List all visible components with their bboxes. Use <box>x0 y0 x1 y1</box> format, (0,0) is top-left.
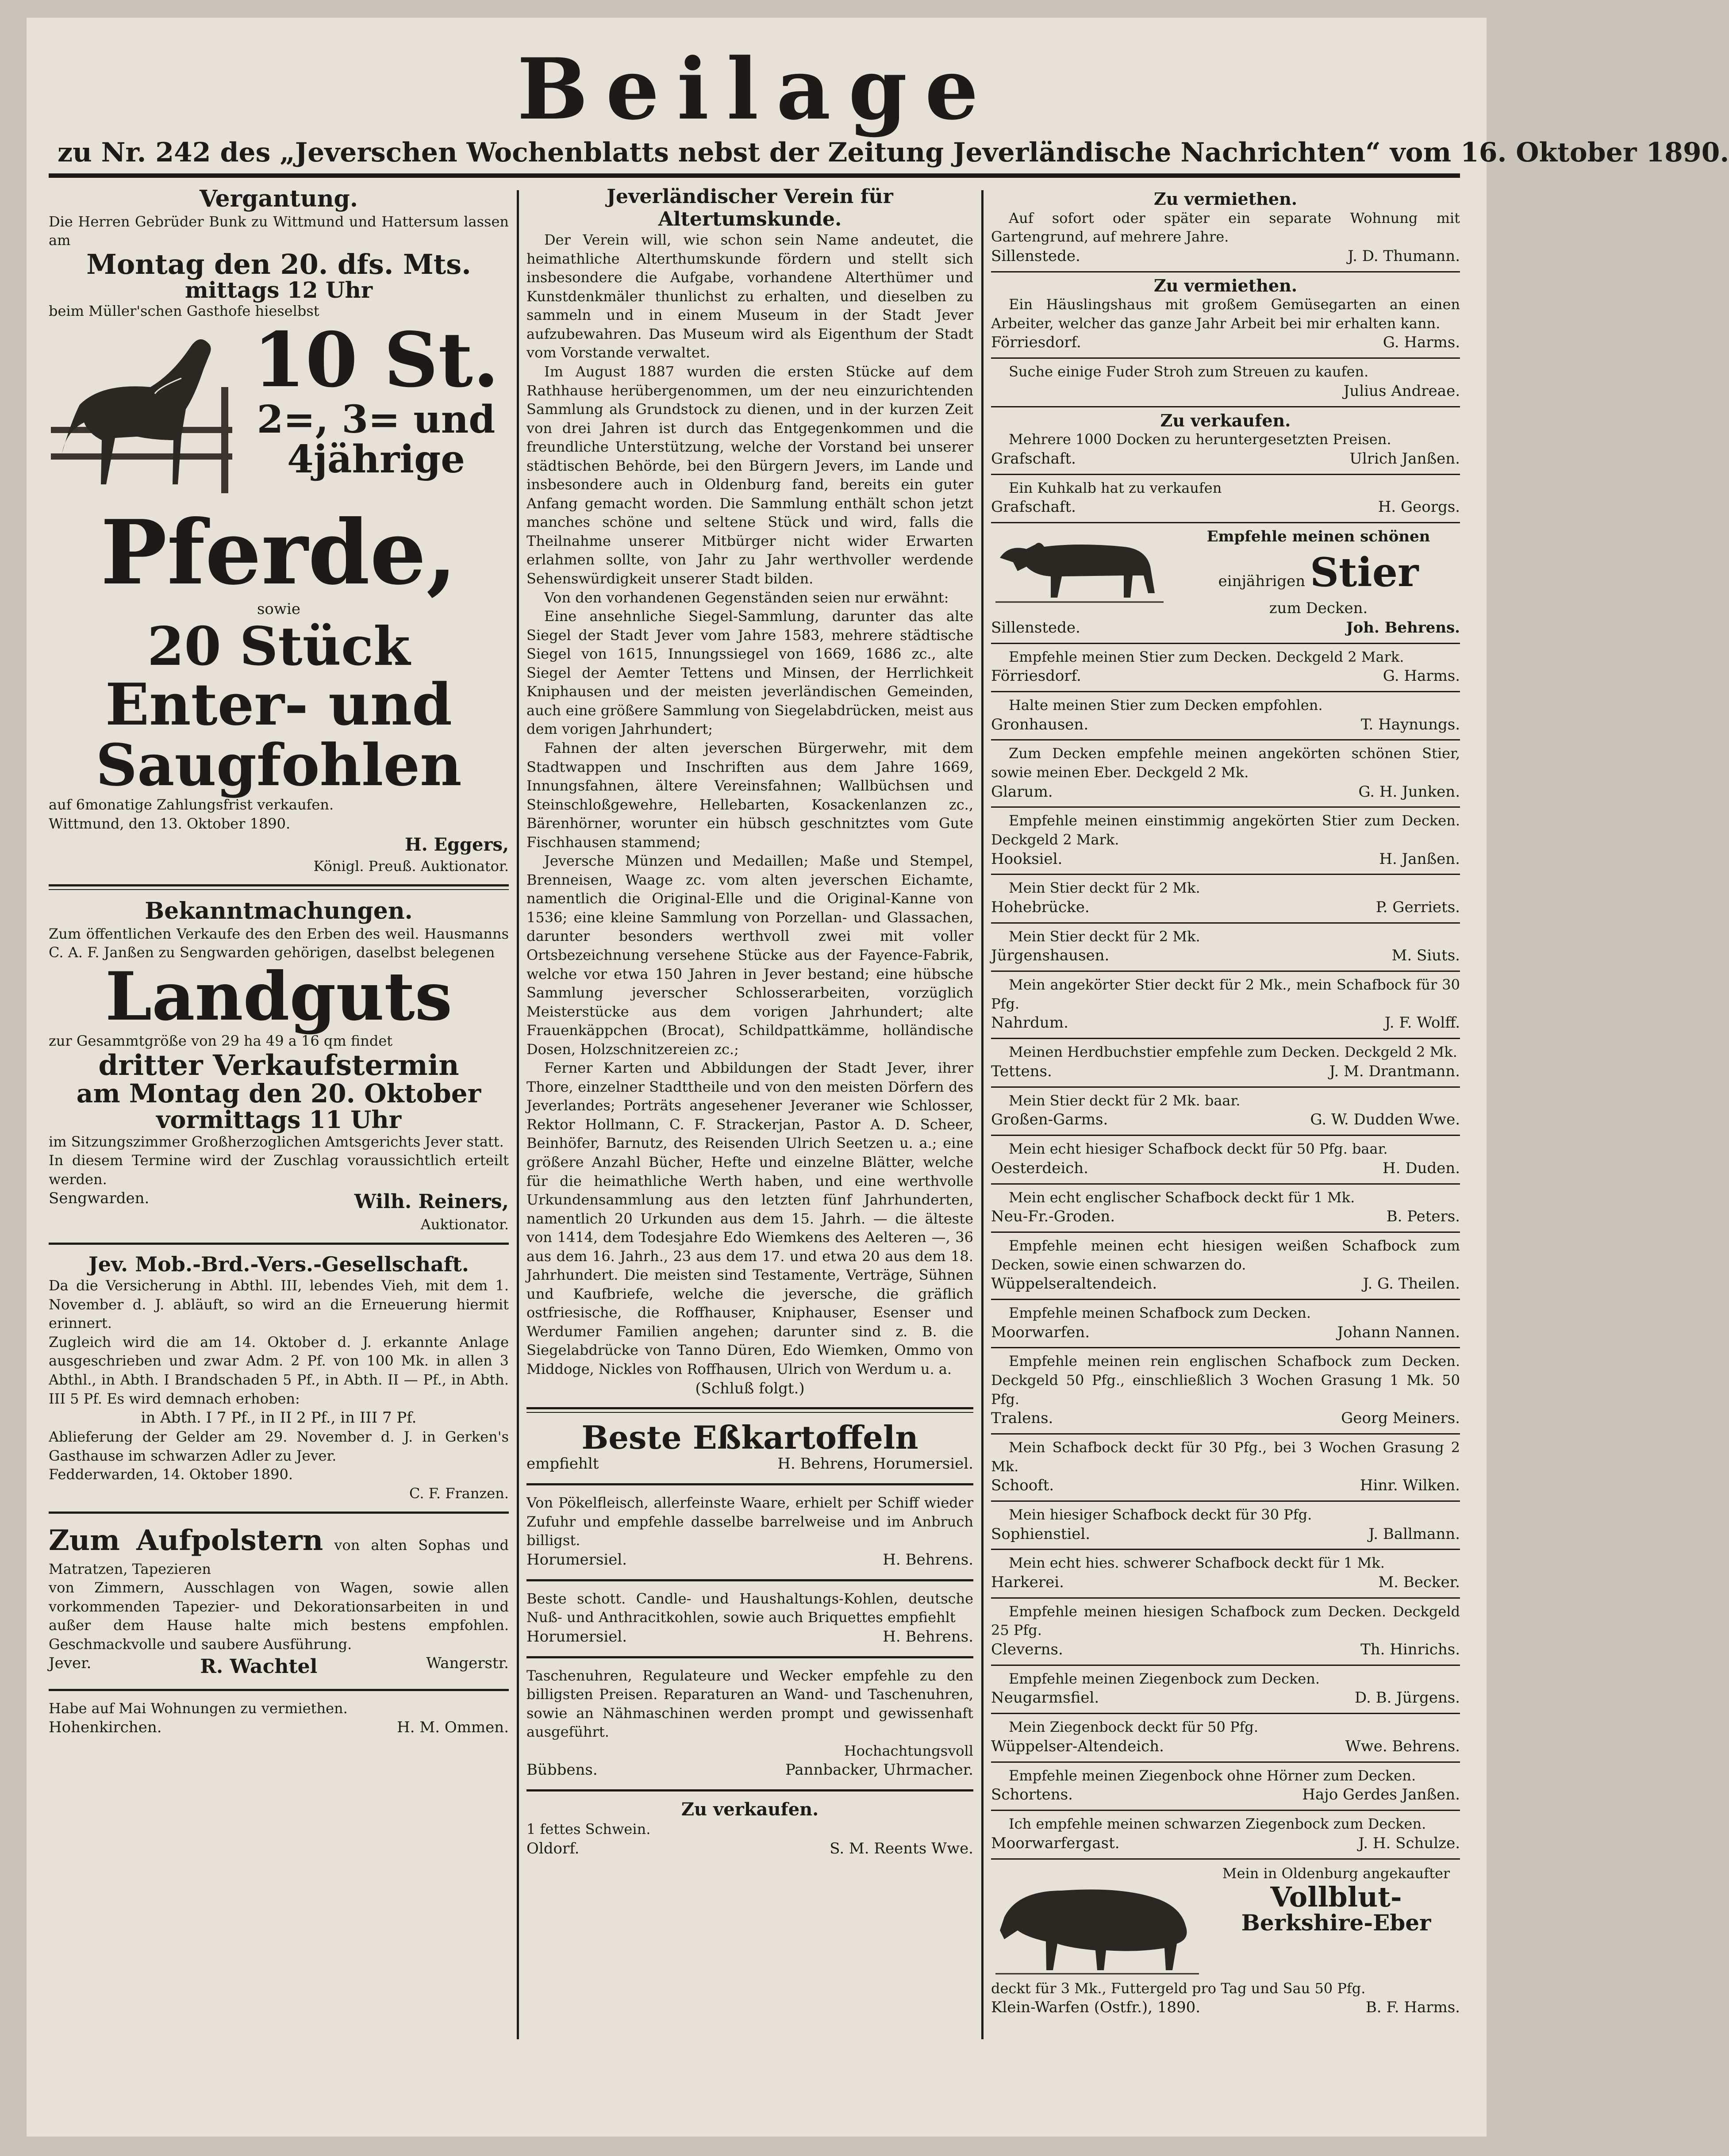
signer: J. M. Drantmann. <box>1329 1062 1460 1080</box>
ad-text: einjährigen <box>1218 572 1306 590</box>
town: Gronhausen. <box>991 715 1089 733</box>
pig-sale-ad <box>526 1799 973 1859</box>
ad-text: Mein hiesiger Schafbock deckt für 30 Pfg. <box>1009 1506 1312 1523</box>
signer: H. Behrens, Horumersiel. <box>777 1455 973 1473</box>
town: Sengwarden. <box>49 1189 150 1208</box>
signer: Julius Andreae. <box>1343 382 1460 400</box>
street: Wangerstr. <box>426 1654 509 1673</box>
bull-ad <box>991 523 1460 644</box>
town: Sillenstede. <box>991 618 1080 637</box>
bull-title: Stier <box>1310 549 1419 596</box>
classified-ad <box>991 644 1460 692</box>
signer: Hinr. Wilken. <box>1360 1477 1460 1495</box>
town: Horumersiel. <box>526 1550 627 1569</box>
signer: G. W. Dudden Wwe. <box>1310 1111 1460 1129</box>
ad-text: 1 fettes Schwein. <box>526 1821 651 1838</box>
ad-text: Meinen Herdbuchstier empfehle zum Decken. Deckgeld 2 Mk. <box>1009 1043 1457 1061</box>
lot-ages-2: 4jährige <box>287 437 465 482</box>
poekel-ad <box>526 1493 973 1570</box>
potatoes-ad <box>526 1418 973 1474</box>
signer: H. M. Ommen. <box>397 1719 509 1737</box>
ad-text: Mein Stier deckt für 2 Mk. baar. <box>1009 1092 1241 1109</box>
town: Wüppelser-Altendeich. <box>991 1737 1164 1755</box>
ad-heading: Vergantung. <box>199 185 358 212</box>
ad-text: Mein echt hies. schwerer Schafbock deckt für 1 Mk. <box>1009 1554 1385 1572</box>
article-paragraph: Von den vorhandenen Gegenständen seien nur erwähnt: <box>544 589 949 606</box>
signer: P. Gerriets. <box>1376 898 1460 916</box>
ad-text: Empfehle meinen Ziegenbock zum Decken. <box>1009 1670 1320 1687</box>
ad-text: Mein echt englischer Schafbock deckt für 1 Mk. <box>1009 1189 1355 1206</box>
ad-text: Zum öffentlichen Verkaufe des den Erben des weil. Hausmanns C. A. F. Janßen zu Sengwarden gehörigen, daselbst belegenen <box>49 925 509 961</box>
ad-text: Mein Ziegenbock deckt für 50 Pfg. <box>1009 1719 1258 1736</box>
town: Nahrdum. <box>991 1014 1068 1032</box>
classified-ad <box>991 1763 1460 1811</box>
town: Oldorf. <box>526 1839 580 1857</box>
ad-text: Ablieferung der Gelder am 29. November d. J. in Gerken's Gasthause im schwarzen Adler zu Jever. <box>49 1428 509 1464</box>
classified-ad <box>991 186 1460 272</box>
town: Bübbens. <box>526 1761 598 1779</box>
ad-text: von alten Sophas und Matratzen, Tapezieren <box>49 1537 509 1577</box>
coal-ad <box>526 1589 973 1647</box>
apartments-ad <box>49 1699 509 1738</box>
signer: Pannbacker, Uhrmacher. <box>785 1761 973 1779</box>
classified-ad <box>991 924 1460 972</box>
lot-count-2: 20 Stück <box>147 615 411 678</box>
signer: J. F. Wolff. <box>1384 1014 1460 1032</box>
town: Neugarmsfiel. <box>991 1689 1099 1707</box>
column-rule-1 <box>517 190 519 2039</box>
ad-text: Ich empfehle meinen schwarzen Ziegenbock zum Decken. <box>1009 1815 1426 1833</box>
town: Tralens. <box>991 1409 1053 1427</box>
insurance-ad <box>49 1253 509 1503</box>
classified-list-2 <box>991 644 1460 1860</box>
signer: H. Georgs. <box>1378 498 1460 516</box>
ad-heading: Zu vermiethen. <box>1154 275 1297 295</box>
town: Moorwarfen. <box>991 1323 1090 1341</box>
town: Glarum. <box>991 783 1053 801</box>
ad-text: Suche einige Fuder Stroh zum Streuen zu kaufen. <box>1009 363 1369 380</box>
classified-ad <box>991 1714 1460 1762</box>
page-title: Beilage <box>517 40 996 138</box>
ad-text: von Zimmern, Ausschlagen von Wagen, sowie allen vorkommenden Tapezier- und Dekorationsarbeiten in und außer dem Hause halte mich bestens empfohlen. Geschmackvolle und saubere Ausführung. <box>49 1579 509 1653</box>
lot-sowie: sowie <box>257 600 300 618</box>
town: Wüppelseraltendeich. <box>991 1275 1157 1293</box>
landgut-time: vormittags 11 Uhr <box>156 1105 402 1134</box>
ad-text: Ein Kuhkalb hat zu verkaufen <box>1009 479 1222 496</box>
classified-ad <box>991 1300 1460 1348</box>
divider <box>49 884 509 890</box>
landgut-place: im Sitzungszimmer Großherzoglichen Amtsgerichts Jever statt. <box>49 1133 504 1150</box>
signer-title: Königl. Preuß. Auktionator. <box>313 857 509 875</box>
signer: B. Peters. <box>1386 1208 1460 1226</box>
divider <box>49 1243 509 1245</box>
ad-text: empfiehlt <box>526 1455 599 1473</box>
classified-ad <box>991 359 1460 407</box>
ad-text: Mein Stier deckt für 2 Mk. <box>1009 879 1200 897</box>
dateline: Wittmund, den 13. Oktober 1890. <box>49 815 291 832</box>
town: Harkerei. <box>991 1573 1064 1591</box>
divider <box>526 1579 973 1581</box>
boar-illustration <box>991 1864 1203 1979</box>
signer: G. Harms. <box>1383 334 1460 352</box>
lot-foals-1: Enter- und <box>105 671 452 739</box>
signer-title: Auktionator. <box>420 1216 509 1233</box>
ad-text: in Abth. I 7 Pf., in II 2 Pf., in III 7 Pf. <box>141 1409 417 1427</box>
signer: Johann Nannen. <box>1337 1323 1460 1341</box>
ad-text: Empfehle meinen Schafbock zum Decken. <box>1009 1304 1311 1322</box>
signer: H. Duden. <box>1382 1159 1460 1177</box>
town: Förriesdorf. <box>991 667 1081 685</box>
signer: J. Ballmann. <box>1368 1525 1460 1543</box>
town: Grafschaft. <box>991 498 1076 516</box>
signer: Hajo Gerdes Janßen. <box>1302 1786 1460 1804</box>
signer: S. M. Reents Wwe. <box>830 1839 973 1857</box>
signer: Ulrich Janßen. <box>1349 450 1460 468</box>
watches-ad <box>526 1666 973 1781</box>
town: Oesterdeich. <box>991 1159 1088 1177</box>
lot-horses: Pferde, <box>100 501 457 605</box>
signer: Th. Hinrichs. <box>1360 1640 1460 1658</box>
signer: Joh. Behrens. <box>1346 618 1460 637</box>
vergantung-ad <box>49 186 509 875</box>
signer: H. Behrens. <box>883 1627 973 1646</box>
town: Sophienstiel. <box>991 1525 1091 1543</box>
divider <box>49 1689 509 1691</box>
classified-ad <box>991 1666 1460 1714</box>
ad-text: Habe auf Mai Wohnungen zu vermiethen. <box>49 1699 348 1717</box>
town: Tettens. <box>991 1062 1052 1080</box>
classified-ad <box>991 475 1460 523</box>
auction-time: mittags 12 Uhr <box>184 276 373 303</box>
town: Schooft. <box>991 1477 1054 1495</box>
town: Sillenstede. <box>991 247 1080 265</box>
article-paragraph: Eine ansehnliche Siegel-Sammlung, darunter das alte Siegel der Stadt Jever vom Jahre 1583, mehrere städtische Siegel von 1615, Innungssiegel von 1669, 1686 zc., alte Siegel der Aemter Tettens und Minsen, der Herrlichkeit Kniphausen und der meisten jeverländischen Gemeinden, auch eine größere Sammlung von Siegelabdrücken, meist aus dem vorigen Jahrhundert; <box>526 608 973 738</box>
town: Neu-Fr.-Groden. <box>991 1208 1115 1226</box>
verein-article <box>526 186 973 1398</box>
town: Grafschaft. <box>991 450 1076 468</box>
article-paragraph: Fahnen der alten jeverschen Bürgerwehr, mit dem Stadtwappen und Inschriften aus dem Jahre 1669, Innungsfahnen, ältere Vereinsfahnen; Wallbüchsen und Steinschloßgewehre, Hellebarten, Kosackenlanzen zc., Bärenhörner, worunter ein hübsch geschnitztes vom Gute Fischhausen stammend; <box>526 739 973 851</box>
signer: H. Janßen. <box>1379 850 1460 868</box>
ad-text: Beste schott. Candle- und Haushaltungs-Kohlen, deutsche Nuß- und Anthracitkohlen, sowie auch Briquettes empfiehlt <box>526 1590 973 1626</box>
ad-text: Mein angekörter Stier deckt für 2 Mk., mein Schafbock für 30 Pfg. <box>991 976 1460 1012</box>
signer: J. G. Theilen. <box>1363 1275 1460 1293</box>
ad-text: Mein in Oldenburg angekaufter <box>1222 1864 1450 1882</box>
ad-heading: Zu verkaufen. <box>1160 410 1291 430</box>
page-subtitle: zu Nr. 242 des „Jeverschen Wochenblatts nebst der Zeitung Jeverländische Nachrichten“ vom 16. Oktober 1890. <box>58 137 1729 168</box>
ad-text: Da die Versicherung in Abthl. III, lebendes Vieh, mit dem 1. November d. J. abläuft, so wird an die Erneuerung hiermit erinnert. <box>49 1277 509 1332</box>
column-right <box>991 186 1460 2039</box>
article-end: (Schluß folgt.) <box>695 1379 805 1397</box>
ad-text: Empfehle meinen hiesigen Schafbock zum Decken. Deckgeld 25 Pfg. <box>991 1603 1460 1639</box>
ad-text: Halte meinen Stier zum Decken empfohlen. <box>1009 697 1323 714</box>
signer: C. F. Franzen. <box>409 1485 509 1502</box>
ad-heading: Zu verkaufen. <box>681 1799 819 1820</box>
divider <box>49 1512 509 1514</box>
upholstery-ad <box>49 1522 509 1680</box>
ad-text: Ein Häuslingshaus mit großem Gemüsegarten an einen Arbeiter, welcher das ganze Jahr Arbeit bei mir erhalten kann. <box>991 296 1460 332</box>
town: Horumersiel. <box>526 1627 627 1646</box>
divider <box>526 1789 973 1792</box>
ad-text: Empfehle meinen rein englischen Schafbock zum Decken. Deckgeld 50 Pfg., einschließlich 3 Wochen Grasung 1 Mk. 50 Pfg. <box>991 1353 1460 1408</box>
landgut-note: In diesem Termine wird der Zuschlag voraussichtlich erteilt werden. <box>49 1152 509 1188</box>
boar-ad <box>991 1864 1460 2018</box>
signer: M. Becker. <box>1378 1573 1460 1591</box>
lot-ages: 2=, 3= und <box>257 397 496 442</box>
classified-ad <box>991 272 1460 359</box>
signer: B. F. Harms. <box>1365 1999 1460 2017</box>
signer: D. B. Jürgens. <box>1354 1689 1460 1707</box>
classified-ad <box>991 692 1460 740</box>
signer: R. Wachtel <box>200 1655 318 1678</box>
classified-ad <box>991 1599 1460 1666</box>
upholstery-title: Zum Aufpolstern <box>49 1524 323 1558</box>
ad-text: Empfehle meinen einstimmig angekörten Stier zum Decken. Deckgeld 2 Mark. <box>991 812 1460 848</box>
ad-heading: Bekanntmachungen. <box>145 898 413 925</box>
town: Jürgenshausen. <box>991 947 1110 965</box>
ad-text: deckt für 3 Mk., Futtergeld pro Tag und Sau 50 Pfg. <box>991 1980 1366 1997</box>
auction-date: Montag den 20. dfs. Mts. <box>86 248 471 280</box>
signer: H. Eggers, <box>404 834 509 855</box>
lot-count: 10 St. <box>253 316 499 405</box>
auction-place: beim Müller'schen Gasthofe hieselbst <box>49 303 319 320</box>
town: Hooksiel. <box>991 850 1063 868</box>
classified-ad <box>991 1550 1460 1598</box>
ad-text: Empfehle meinen schönen <box>1206 528 1430 546</box>
lot-foals-2: Saugfohlen <box>96 731 462 799</box>
header-rule <box>49 173 1460 178</box>
ad-text: Empfehle meinen echt hiesigen weißen Schafbock zum Decken, sowie einen schwarzen do. <box>991 1237 1460 1273</box>
town: Klein-Warfen (Ostfr.), 1890. <box>991 1999 1201 2017</box>
town: Moorwarfergast. <box>991 1834 1120 1852</box>
ad-text: Auf sofort oder später ein separate Wohnung mit Gartengrund, auf mehrere Jahre. <box>991 209 1460 246</box>
boar-title-1: Vollblut- <box>1270 1881 1402 1914</box>
town: Cleverns. <box>991 1640 1063 1658</box>
town: Jever. <box>49 1654 92 1673</box>
classified-ad <box>991 1435 1460 1502</box>
article-paragraph: Jeversche Münzen und Medaillen; Maße und Stempel, Brenneisen, Waage zc. vom alten jeverschen Eichamte, namentlich die Original-Elle und die Original-Kanne von 1536; eine kleine Sammlung von Porzellan- und Glassachen, darunter besonders werthvoll zwei mit voller Ortsbezeichnung versehene Stücke aus der Fayence-Fabrik, welche vor etwa 150 Jahren in Jever bestand; eine hübsche Sammlung jeverscher Schlosserarbeiten, vorzüglich Meisterstücke aus dem vorigen Jahrhundert; alte Frauenkäppchen (Brocat), Schildpattkämme, holländische Dosen, Holzschnitzereien zc.; <box>526 852 973 1058</box>
divider <box>526 1407 973 1413</box>
town: Hohebrücke. <box>991 898 1090 916</box>
classified-ad <box>991 407 1460 475</box>
classified-ad <box>991 1502 1460 1550</box>
classified-ad <box>991 1185 1460 1233</box>
ad-text: Zum Decken empfehle meinen angekörten schönen Stier, sowie meinen Eber. Deckgeld 2 Mk. <box>991 745 1460 781</box>
landgut-ad <box>49 898 509 1234</box>
ad-text: Mehrere 1000 Docken zu heruntergesetzten Preisen. <box>1009 431 1391 448</box>
classified-ad <box>991 1039 1460 1087</box>
signer: H. Behrens. <box>883 1550 973 1569</box>
landgut-size: zur Gesammtgröße von 29 ha 49 a 16 qm findet <box>49 1032 393 1050</box>
article-body <box>526 230 973 1378</box>
column-rule-2 <box>981 190 984 2039</box>
divider <box>526 1656 973 1658</box>
ad-text: Zugleich wird die am 14. Oktober d. J. erkannte Anlage ausgeschrieben und zwar Adm. 2 Pf. von 100 Mk. in allen 3 Abthl., in Abth. I Brandschaden 5 Pf., in Abth. II — Pf., in Abth. III 5 Pf. Es wird demnach erhoben: <box>49 1333 509 1407</box>
horse-illustration <box>49 321 234 498</box>
signer: Wwe. Behrens. <box>1345 1737 1460 1755</box>
signer: Wilh. Reiners, <box>354 1190 509 1213</box>
classified-ad <box>991 808 1460 875</box>
signer: G. Harms. <box>1383 667 1460 685</box>
dateline: Fedderwarden, 14. Oktober 1890. <box>49 1466 293 1483</box>
ad-text: Empfehle meinen Stier zum Decken. Deckgeld 2 Mark. <box>1009 648 1404 665</box>
ad-heading: Beste Eßkartoffeln <box>581 1418 918 1456</box>
classified-ad <box>991 740 1460 808</box>
classified-ad <box>991 875 1460 923</box>
classified-list <box>991 186 1460 523</box>
article-paragraph: Der Verein will, wie schon sein Name andeutet, die heimathliche Alterthumskunde fördern und stellt sich insbesondere die Aufgabe, vorhandene Alterthümer und Kunstdenkmäler thunlichst zu erhalten, und dieselben zu sammeln und in einem Museum in der Stadt Jever aufzubewahren. Das Museum wird als Eigenthum der Stadt vom Vorstande verwaltet. <box>526 231 973 361</box>
town: Hohenkirchen. <box>49 1719 162 1737</box>
town: Großen-Garms. <box>991 1111 1108 1129</box>
ad-text: Taschenuhren, Regulateure und Wecker empfehle zu den billigsten Preisen. Reparaturen an Wand- und Taschenuhren, sowie an Nähmaschinen werden prompt und gewissenhaft ausgeführt. <box>526 1667 973 1741</box>
signer: M. Siuts. <box>1391 947 1460 965</box>
closing: Hochachtungsvoll <box>844 1742 973 1759</box>
classified-ad <box>991 1233 1460 1300</box>
article-heading: Jeverländischer Verein für Altertumskunde. <box>607 185 893 230</box>
classified-ad <box>991 972 1460 1039</box>
landgut-date: am Montag den 20. Oktober <box>76 1078 481 1109</box>
ad-text: Mein Schafbock deckt für 30 Pfg., bei 3 Wochen Grasung 2 Mk. <box>991 1439 1460 1475</box>
ad-text: Die Herren Gebrüder Bunk zu Wittmund und Hattersum lassen am <box>49 213 509 249</box>
article-paragraph: Im August 1887 wurden die ersten Stücke auf dem Rathhause herübergenommen, um der neu einzurichtenden Sammlung als Grundstock zu dienen, und in der kurzen Zeit von drei Jahren ist durch das Entgegenkommen und die freundliche Unterstützung, welche der Vorstand bei unserer städtischen Behörde, bei den Bürgern Jevers, im Lande und insbesondere auch in Oldenburg fand, bereits ein guter Anfang gemacht worden. Die Sammlung enthält schon jetzt manches schöne und seltene Stück und wird, falls die Theilnahme unserer Mitbürger nicht wider Erwarten erlahmen sollte, von Jahr zu Jahr werthvoller werdende Sehenswürdigkeit unserer Stadt bilden. <box>526 363 973 587</box>
signer: G. H. Junken. <box>1358 783 1460 801</box>
landgut-termin: dritter Verkaufstermin <box>98 1048 459 1082</box>
article-paragraph: Ferner Karten und Abbildungen der Stadt Jever, ihrer Thore, einzelner Stadttheile und von den meisten Dörfern des Jeverlandes; Porträts angesehener Jeveraner wie Schlosser, Rektor Hollmann, C. F. Strackerjan, Pastor A. D. Scheer, Beinhöfer, Barnutz, des Reisenden Ulrich Seetzen u. a.; eine größere Anzahl Bücher, Hefte und einzelne Blätter, welche für die heimathliche Werth haben, und eine werthvolle Urkundensammlung aus den letzten fünf Jahrhunderten, namentlich 20 Urkunden aus dem 15. Jahrh. — die älteste von 1414, dem Todesjahre Edo Wiemkens des Aelteren —, 36 aus dem 16. Jahrh., 23 aus dem 17. und etwa 20 aus dem 18. Jahrhundert. Die meisten sind Testamente, Verträge, Sühnen und Kaufbriefe, welche die jeversche, die gräflich ostfriesische, die Roffhauser, Kniphauser, Esenser und Werdumer Familien angehen; darunter sind z. B. die Siegelabdrücke von Tanno Düren, Edo Wiemken, Ommo von Middoge, Nickles von Roffhausen, Ulrich von Werdum u. a. <box>526 1059 973 1377</box>
landgut-title: Landguts <box>105 957 453 1036</box>
ad-text: Empfehle meinen Ziegenbock ohne Hörner zum Decken. <box>1009 1767 1416 1784</box>
ad-text: Mein Stier deckt für 2 Mk. <box>1009 928 1200 945</box>
town: Schortens. <box>991 1786 1073 1804</box>
ad-text: Von Pökelfleisch, allerfeinste Waare, erhielt per Schiff wieder Zufuhr und empfehle dasselbe barrelweise und im Anbruch billigst. <box>526 1494 973 1549</box>
classified-ad <box>991 1088 1460 1136</box>
sale-terms: auf 6monatige Zahlungsfrist verkaufen. <box>49 796 334 813</box>
signer: J. H. Schulze. <box>1358 1834 1460 1852</box>
classified-ad <box>991 1348 1460 1435</box>
signer: T. Haynungs. <box>1360 715 1460 733</box>
classified-ad <box>991 1811 1460 1859</box>
column-middle <box>526 186 973 2039</box>
ad-heading: Zu vermiethen. <box>1154 189 1297 209</box>
column-left <box>49 186 509 2039</box>
signer: J. D. Thumann. <box>1348 247 1460 265</box>
ad-text: zum Decken. <box>1269 599 1368 617</box>
bull-illustration <box>991 527 1168 606</box>
town: Förriesdorf. <box>991 334 1081 352</box>
signer: Georg Meiners. <box>1341 1409 1460 1427</box>
ad-heading: Jev. Mob.-Brd.-Vers.-Gesellschaft. <box>88 1252 469 1277</box>
classified-ad <box>991 1136 1460 1184</box>
boar-title-2: Berkshire-Eber <box>1241 1910 1431 1936</box>
ad-text: Mein echt hiesiger Schafbock deckt für 50 Pfg. baar. <box>1009 1140 1388 1158</box>
divider <box>526 1483 973 1485</box>
